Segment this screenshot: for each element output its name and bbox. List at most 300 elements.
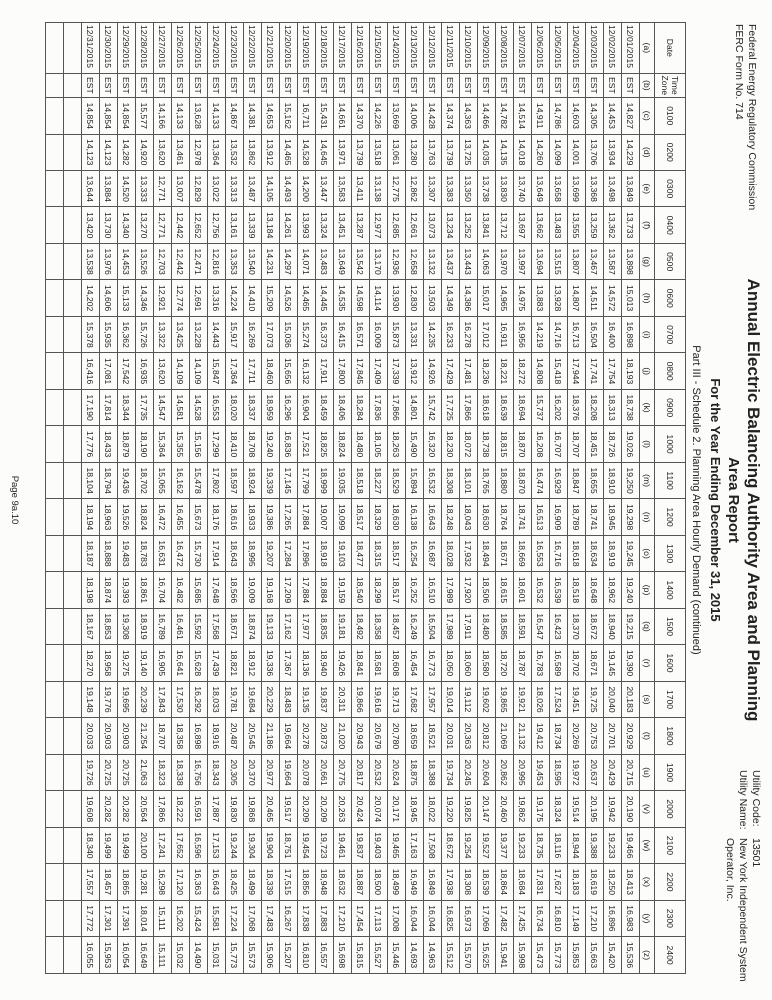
demand-cell: 12,691 bbox=[190, 280, 208, 316]
column-letter: (q) bbox=[640, 608, 655, 644]
demand-cell: 16,055 bbox=[82, 937, 100, 974]
demand-cell: 19,240 bbox=[622, 572, 640, 608]
blank-row bbox=[64, 23, 82, 974]
demand-cell: 13,316 bbox=[208, 280, 226, 316]
demand-cell: 13,912 bbox=[406, 353, 424, 389]
demand-cell: 14,114 bbox=[370, 280, 388, 316]
demand-cell: 15,431 bbox=[316, 98, 334, 134]
utility-name-label: Utility Name: bbox=[737, 770, 749, 830]
demand-cell: 19,215 bbox=[622, 608, 640, 644]
demand-cell: 13,259 bbox=[586, 207, 604, 243]
table-row bbox=[244, 23, 262, 974]
report-period: For the Year Ending December 31, 2015 bbox=[708, 378, 723, 622]
demand-cell: 14,466 bbox=[478, 98, 496, 134]
utility-code-label: Utility Code: bbox=[750, 770, 762, 827]
demand-cell: 13,649 bbox=[532, 170, 550, 206]
demand-cell: 15,364 bbox=[154, 426, 172, 462]
demand-cell: 18,835 bbox=[316, 608, 334, 644]
demand-cell: 14,453 bbox=[118, 243, 136, 279]
demand-cell: 20,460 bbox=[496, 791, 514, 827]
time-zone-cell: EST bbox=[154, 73, 172, 97]
demand-cell: 19,664 bbox=[280, 718, 298, 754]
demand-cell: 15,847 bbox=[208, 353, 226, 389]
demand-cell: 16,983 bbox=[622, 900, 640, 936]
demand-cell: 18,874 bbox=[244, 608, 262, 644]
demand-cell: 14,226 bbox=[370, 98, 388, 134]
demand-cell: 14,493 bbox=[280, 170, 298, 206]
report-subtitle: Area Report bbox=[725, 457, 742, 543]
demand-cell: 14,001 bbox=[568, 134, 586, 170]
demand-cell: 13,697 bbox=[514, 207, 532, 243]
demand-cell: 19,133 bbox=[262, 608, 280, 644]
demand-cell: 15,663 bbox=[586, 937, 604, 974]
blank-cell bbox=[64, 98, 82, 134]
demand-cell: 20,780 bbox=[388, 718, 406, 754]
demand-cell: 18,451 bbox=[586, 426, 604, 462]
demand-cell: 15,478 bbox=[190, 462, 208, 498]
blank-cell bbox=[64, 462, 82, 498]
demand-cell: 20,147 bbox=[478, 791, 496, 827]
demand-cell: 16,532 bbox=[424, 462, 442, 498]
demand-cell: 19,026 bbox=[622, 426, 640, 462]
demand-cell: 12,442 bbox=[172, 207, 190, 243]
demand-cell: 18,735 bbox=[532, 827, 550, 863]
demand-cell: 16,836 bbox=[280, 426, 298, 462]
table-row bbox=[622, 23, 640, 974]
demand-cell: 19,009 bbox=[244, 572, 262, 608]
demand-cell: 20,725 bbox=[100, 754, 118, 790]
demand-cell: 16,513 bbox=[532, 499, 550, 535]
table-row bbox=[190, 23, 208, 974]
demand-cell: 14,018 bbox=[514, 134, 532, 170]
demand-cell: 15,698 bbox=[334, 937, 352, 974]
demand-cell: 18,272 bbox=[514, 353, 532, 389]
demand-cell: 18,517 bbox=[388, 572, 406, 608]
demand-cell: 14,782 bbox=[496, 98, 514, 134]
demand-cell: 18,308 bbox=[460, 864, 478, 900]
demand-cell: 13,733 bbox=[622, 207, 640, 243]
demand-cell: 13,898 bbox=[622, 243, 640, 279]
demand-cell: 18,864 bbox=[496, 864, 514, 900]
demand-cell: 16,504 bbox=[424, 608, 442, 644]
demand-cell: 16,704 bbox=[154, 572, 172, 608]
demand-cell: 18,248 bbox=[442, 499, 460, 535]
demand-cell: 18,014 bbox=[136, 900, 154, 936]
demand-cell: 19,304 bbox=[244, 827, 262, 863]
demand-cell: 16,009 bbox=[370, 316, 388, 352]
demand-cell: 18,618 bbox=[478, 389, 496, 425]
form-number: FERC Form No. 714 bbox=[733, 24, 745, 120]
demand-cell: 20,753 bbox=[586, 718, 604, 754]
demand-cell: 17,938 bbox=[442, 864, 460, 900]
demand-cell: 16,363 bbox=[190, 864, 208, 900]
demand-cell: 19,942 bbox=[604, 791, 622, 827]
demand-cell: 17,845 bbox=[352, 353, 370, 389]
utility-name-row bbox=[723, 770, 749, 995]
demand-cell: 20,817 bbox=[352, 754, 370, 790]
demand-cell: 17,800 bbox=[334, 353, 352, 389]
demand-cell: 21,020 bbox=[334, 718, 352, 754]
date-cell: 12/25/2015 bbox=[190, 23, 208, 74]
demand-cell: 16,044 bbox=[424, 900, 442, 936]
demand-cell: 18,194 bbox=[82, 499, 100, 535]
demand-cell: 16,208 bbox=[532, 426, 550, 462]
demand-cell: 13,425 bbox=[172, 316, 190, 352]
demand-cell: 14,105 bbox=[262, 170, 280, 206]
column-header: 2400 bbox=[655, 937, 686, 974]
demand-cell: 16,711 bbox=[298, 98, 316, 134]
demand-cell: 18,671 bbox=[586, 645, 604, 681]
demand-cell: 18,634 bbox=[586, 535, 604, 571]
demand-cell: 13,738 bbox=[478, 170, 496, 206]
demand-cell: 18,824 bbox=[136, 499, 154, 535]
demand-cell: 15,512 bbox=[442, 937, 460, 974]
demand-cell: 18,738 bbox=[478, 426, 496, 462]
table-row bbox=[118, 23, 136, 974]
demand-cell: 21,186 bbox=[262, 718, 280, 754]
demand-cell: 21,254 bbox=[136, 718, 154, 754]
demand-cell: 18,959 bbox=[262, 389, 280, 425]
commission-name: Federal Energy Regulatory Commission bbox=[746, 24, 758, 211]
column-letter: (j) bbox=[640, 353, 655, 389]
demand-cell: 13,930 bbox=[388, 280, 406, 316]
blank-cell bbox=[64, 316, 82, 352]
demand-cell: 19,436 bbox=[118, 462, 136, 498]
column-header: 1200 bbox=[655, 499, 686, 535]
demand-cell: 17,209 bbox=[280, 572, 298, 608]
demand-cell: 16,810 bbox=[298, 937, 316, 974]
demand-cell: 18,853 bbox=[100, 608, 118, 644]
demand-cell: 15,742 bbox=[424, 389, 442, 425]
demand-cell: 14,200 bbox=[298, 170, 316, 206]
blank-cell bbox=[64, 134, 82, 170]
blank-cell bbox=[46, 426, 64, 462]
demand-cell: 17,776 bbox=[82, 426, 100, 462]
demand-cell: 14,514 bbox=[514, 98, 532, 134]
demand-cell: 20,305 bbox=[226, 754, 244, 790]
demand-cell: 18,167 bbox=[82, 608, 100, 644]
blank-cell bbox=[64, 937, 82, 974]
demand-cell: 18,323 bbox=[154, 754, 172, 790]
column-header: 1800 bbox=[655, 718, 686, 754]
demand-cell: 18,358 bbox=[172, 718, 190, 754]
table-row bbox=[442, 23, 460, 974]
demand-cell: 20,183 bbox=[622, 681, 640, 717]
demand-cell: 15,032 bbox=[172, 937, 190, 974]
demand-cell: 18,227 bbox=[370, 462, 388, 498]
demand-cell: 18,518 bbox=[568, 572, 586, 608]
time-zone-cell: EST bbox=[370, 73, 388, 97]
demand-cell: 19,254 bbox=[460, 827, 478, 863]
demand-cell: 15,207 bbox=[280, 937, 298, 974]
demand-cell: 20,725 bbox=[118, 754, 136, 790]
blank-cell bbox=[64, 243, 82, 279]
demand-cell: 13,368 bbox=[586, 170, 604, 206]
demand-cell: 19,245 bbox=[622, 535, 640, 571]
demand-cell: 17,911 bbox=[316, 353, 334, 389]
demand-cell: 14,920 bbox=[136, 134, 154, 170]
demand-cell: 18,339 bbox=[262, 864, 280, 900]
demand-cell: 14,528 bbox=[298, 134, 316, 170]
demand-cell: 15,133 bbox=[118, 280, 136, 316]
demand-cell: 15,156 bbox=[190, 426, 208, 462]
time-zone-cell: EST bbox=[406, 73, 424, 97]
demand-cell: 17,542 bbox=[118, 353, 136, 389]
demand-cell: 19,233 bbox=[604, 827, 622, 863]
demand-cell: 18,726 bbox=[604, 426, 622, 462]
demand-cell: 13,620 bbox=[154, 353, 172, 389]
demand-cell: 17,866 bbox=[460, 389, 478, 425]
demand-cell: 19,608 bbox=[82, 791, 100, 827]
demand-cell: 13,976 bbox=[100, 243, 118, 279]
demand-cell: 18,221 bbox=[496, 353, 514, 389]
demand-cell: 18,884 bbox=[316, 572, 334, 608]
demand-cell: 18,043 bbox=[460, 499, 478, 535]
demand-cell: 17,521 bbox=[298, 426, 316, 462]
date-cell: 12/07/2015 bbox=[514, 23, 532, 74]
demand-cell: 16,810 bbox=[550, 900, 568, 936]
demand-cell: 16,643 bbox=[424, 499, 442, 535]
demand-cell: 14,926 bbox=[424, 353, 442, 389]
column-header: 1700 bbox=[655, 681, 686, 717]
demand-cell: 19,837 bbox=[316, 681, 334, 717]
demand-cell: 15,625 bbox=[478, 937, 496, 974]
table-row bbox=[334, 23, 352, 974]
demand-cell: 20,370 bbox=[244, 754, 262, 790]
blank-cell bbox=[46, 23, 64, 74]
demand-cell: 19,664 bbox=[280, 754, 298, 790]
demand-cell: 15,031 bbox=[208, 937, 226, 974]
date-cell: 12/15/2015 bbox=[370, 23, 388, 74]
demand-cell: 18,916 bbox=[208, 718, 226, 754]
demand-cell: 14,653 bbox=[262, 98, 280, 134]
demand-cell: 15,577 bbox=[136, 98, 154, 134]
demand-cell: 17,914 bbox=[208, 535, 226, 571]
demand-cell: 18,072 bbox=[460, 426, 478, 462]
demand-cell: 16,539 bbox=[550, 572, 568, 608]
demand-cell: 16,571 bbox=[352, 316, 370, 352]
demand-cell: 19,390 bbox=[622, 645, 640, 681]
time-zone-cell: EST bbox=[352, 73, 370, 97]
demand-cell: 17,741 bbox=[586, 353, 604, 389]
demand-cell: 13,739 bbox=[352, 134, 370, 170]
demand-cell: 18,566 bbox=[226, 572, 244, 608]
demand-cell: 20,282 bbox=[118, 791, 136, 827]
demand-cell: 18,183 bbox=[568, 864, 586, 900]
demand-cell: 17,409 bbox=[370, 353, 388, 389]
demand-cell: 18,581 bbox=[370, 645, 388, 681]
date-cell: 12/17/2015 bbox=[334, 23, 352, 74]
blank-cell bbox=[46, 864, 64, 900]
utility-name-value: New York Independent System Operator, Inc. bbox=[724, 838, 749, 982]
time-zone-cell: EST bbox=[316, 73, 334, 97]
demand-cell: 18,910 bbox=[604, 462, 622, 498]
demand-cell: 13,649 bbox=[334, 243, 352, 279]
demand-cell: 18,358 bbox=[370, 608, 388, 644]
date-cell: 12/10/2015 bbox=[460, 23, 478, 74]
demand-cell: 13,483 bbox=[316, 243, 334, 279]
demand-cell: 13,270 bbox=[136, 207, 154, 243]
blank-cell bbox=[64, 499, 82, 535]
blank-cell bbox=[46, 243, 64, 279]
demand-cell: 19,233 bbox=[514, 827, 532, 863]
blank-cell bbox=[64, 170, 82, 206]
column-letter: (l) bbox=[640, 426, 655, 462]
demand-cell: 17,224 bbox=[226, 900, 244, 936]
demand-cell: 17,364 bbox=[226, 353, 244, 389]
demand-cell: 13,287 bbox=[352, 207, 370, 243]
demand-cell: 19,483 bbox=[118, 535, 136, 571]
demand-cell: 16,596 bbox=[190, 827, 208, 863]
demand-cell: 18,324 bbox=[550, 791, 568, 827]
table-row bbox=[370, 23, 388, 974]
demand-cell: 16,909 bbox=[550, 499, 568, 535]
blank-cell bbox=[64, 572, 82, 608]
demand-cell: 15,424 bbox=[190, 900, 208, 936]
table-row bbox=[352, 23, 370, 974]
blank-cell bbox=[64, 645, 82, 681]
demand-cell: 18,518 bbox=[352, 462, 370, 498]
demand-cell: 18,751 bbox=[280, 827, 298, 863]
blank-cell bbox=[46, 73, 64, 97]
demand-cell: 15,737 bbox=[532, 389, 550, 425]
demand-cell: 15,355 bbox=[172, 426, 190, 462]
demand-cell: 16,320 bbox=[424, 426, 442, 462]
demand-cell: 14,547 bbox=[154, 389, 172, 425]
time-zone-cell: EST bbox=[82, 73, 100, 97]
demand-cell: 18,945 bbox=[406, 791, 424, 827]
demand-cell: 15,036 bbox=[280, 316, 298, 352]
demand-cell: 15,162 bbox=[280, 98, 298, 134]
time-zone-cell: EST bbox=[604, 73, 622, 97]
page-footer: Page 9a.10 bbox=[9, 475, 20, 525]
demand-cell: 18,506 bbox=[478, 572, 496, 608]
demand-cell: 13,740 bbox=[514, 170, 532, 206]
demand-cell: 15,873 bbox=[388, 316, 406, 352]
demand-cell: 18,521 bbox=[424, 718, 442, 754]
demand-cell: 15,773 bbox=[226, 937, 244, 974]
demand-cell: 13,526 bbox=[136, 243, 154, 279]
blank-cell bbox=[46, 98, 64, 134]
demand-cell: 19,776 bbox=[100, 681, 118, 717]
blank-cell bbox=[46, 499, 64, 535]
demand-cell: 19,825 bbox=[460, 791, 478, 827]
demand-cell: 14,006 bbox=[406, 98, 424, 134]
column-header: 1100 bbox=[655, 462, 686, 498]
demand-cell: 18,887 bbox=[352, 864, 370, 900]
demand-cell: 15,111 bbox=[154, 937, 172, 974]
demand-cell: 15,490 bbox=[406, 426, 424, 462]
demand-cell: 19,148 bbox=[82, 681, 100, 717]
demand-cell: 19,451 bbox=[568, 681, 586, 717]
demand-cell: 16,362 bbox=[118, 316, 136, 352]
demand-cell: 13,313 bbox=[226, 170, 244, 206]
demand-cell: 14,465 bbox=[298, 280, 316, 316]
time-zone-cell: EST bbox=[118, 73, 136, 97]
time-zone-cell: EST bbox=[478, 73, 496, 97]
demand-cell: 13,280 bbox=[406, 134, 424, 170]
table-header bbox=[640, 23, 686, 974]
demand-cell: 20,190 bbox=[622, 791, 640, 827]
demand-cell: 16,254 bbox=[406, 535, 424, 571]
header-right bbox=[723, 770, 762, 995]
demand-cell: 13,333 bbox=[136, 170, 154, 206]
demand-cell: 18,388 bbox=[424, 754, 442, 790]
header-center bbox=[707, 200, 764, 800]
demand-cell: 18,618 bbox=[568, 535, 586, 571]
demand-cell: 18,236 bbox=[478, 353, 496, 389]
demand-cell: 19,403 bbox=[370, 827, 388, 863]
demand-cell: 17,530 bbox=[172, 681, 190, 717]
demand-cell: 17,113 bbox=[370, 900, 388, 936]
demand-cell: 19,159 bbox=[334, 572, 352, 608]
demand-cell: 18,865 bbox=[118, 864, 136, 900]
demand-cell: 19,781 bbox=[226, 681, 244, 717]
demand-cell: 18,105 bbox=[370, 426, 388, 462]
demand-cell: 16,296 bbox=[280, 389, 298, 425]
demand-cell: 20,564 bbox=[136, 791, 154, 827]
column-letter: (n) bbox=[640, 499, 655, 535]
column-letter: (t) bbox=[640, 718, 655, 754]
demand-cell: 20,239 bbox=[136, 681, 154, 717]
demand-cell: 15,013 bbox=[622, 280, 640, 316]
date-cell: 12/26/2015 bbox=[172, 23, 190, 74]
column-letter: (m) bbox=[640, 462, 655, 498]
column-header: 0700 bbox=[655, 316, 686, 352]
time-zone-cell: EST bbox=[460, 73, 478, 97]
demand-cell: 16,415 bbox=[334, 316, 352, 352]
column-header: 1500 bbox=[655, 608, 686, 644]
demand-cell: 20,171 bbox=[388, 791, 406, 827]
demand-cell: 18,707 bbox=[568, 426, 586, 462]
demand-cell: 17,977 bbox=[298, 608, 316, 644]
demand-cell: 16,461 bbox=[172, 608, 190, 644]
column-letter: (v) bbox=[640, 791, 655, 827]
table-row bbox=[568, 23, 586, 974]
demand-cell: 14,374 bbox=[442, 98, 460, 134]
demand-cell: 20,311 bbox=[334, 681, 352, 717]
demand-cell: 13,739 bbox=[442, 134, 460, 170]
demand-cell: 17,648 bbox=[208, 572, 226, 608]
blank-cell bbox=[46, 718, 64, 754]
blank-cell bbox=[46, 791, 64, 827]
demand-cell: 20,715 bbox=[622, 754, 640, 790]
demand-cell: 19,339 bbox=[262, 462, 280, 498]
blank-cell bbox=[46, 827, 64, 863]
demand-cell: 19,207 bbox=[262, 535, 280, 571]
column-header: 0400 bbox=[655, 207, 686, 243]
demand-cell: 13,467 bbox=[586, 243, 604, 279]
demand-cell: 19,972 bbox=[568, 754, 586, 790]
demand-cell: 18,050 bbox=[442, 645, 460, 681]
date-cell: 12/20/2015 bbox=[280, 23, 298, 74]
demand-cell: 17,911 bbox=[460, 608, 478, 644]
column-letter: (a) bbox=[640, 23, 655, 74]
blank-cell bbox=[46, 134, 64, 170]
demand-cell: 18,639 bbox=[496, 389, 514, 425]
date-cell: 12/31/2015 bbox=[82, 23, 100, 74]
demand-cell: 13,884 bbox=[100, 170, 118, 206]
demand-cell: 18,308 bbox=[442, 462, 460, 498]
demand-cell: 16,416 bbox=[82, 353, 100, 389]
table-row bbox=[424, 23, 442, 974]
column-header: 1600 bbox=[655, 645, 686, 681]
blank-cell bbox=[64, 608, 82, 644]
column-letter: (y) bbox=[640, 900, 655, 936]
column-letter: (k) bbox=[640, 389, 655, 425]
demand-cell: 17,524 bbox=[550, 681, 568, 717]
demand-cell: 19,461 bbox=[334, 827, 352, 863]
